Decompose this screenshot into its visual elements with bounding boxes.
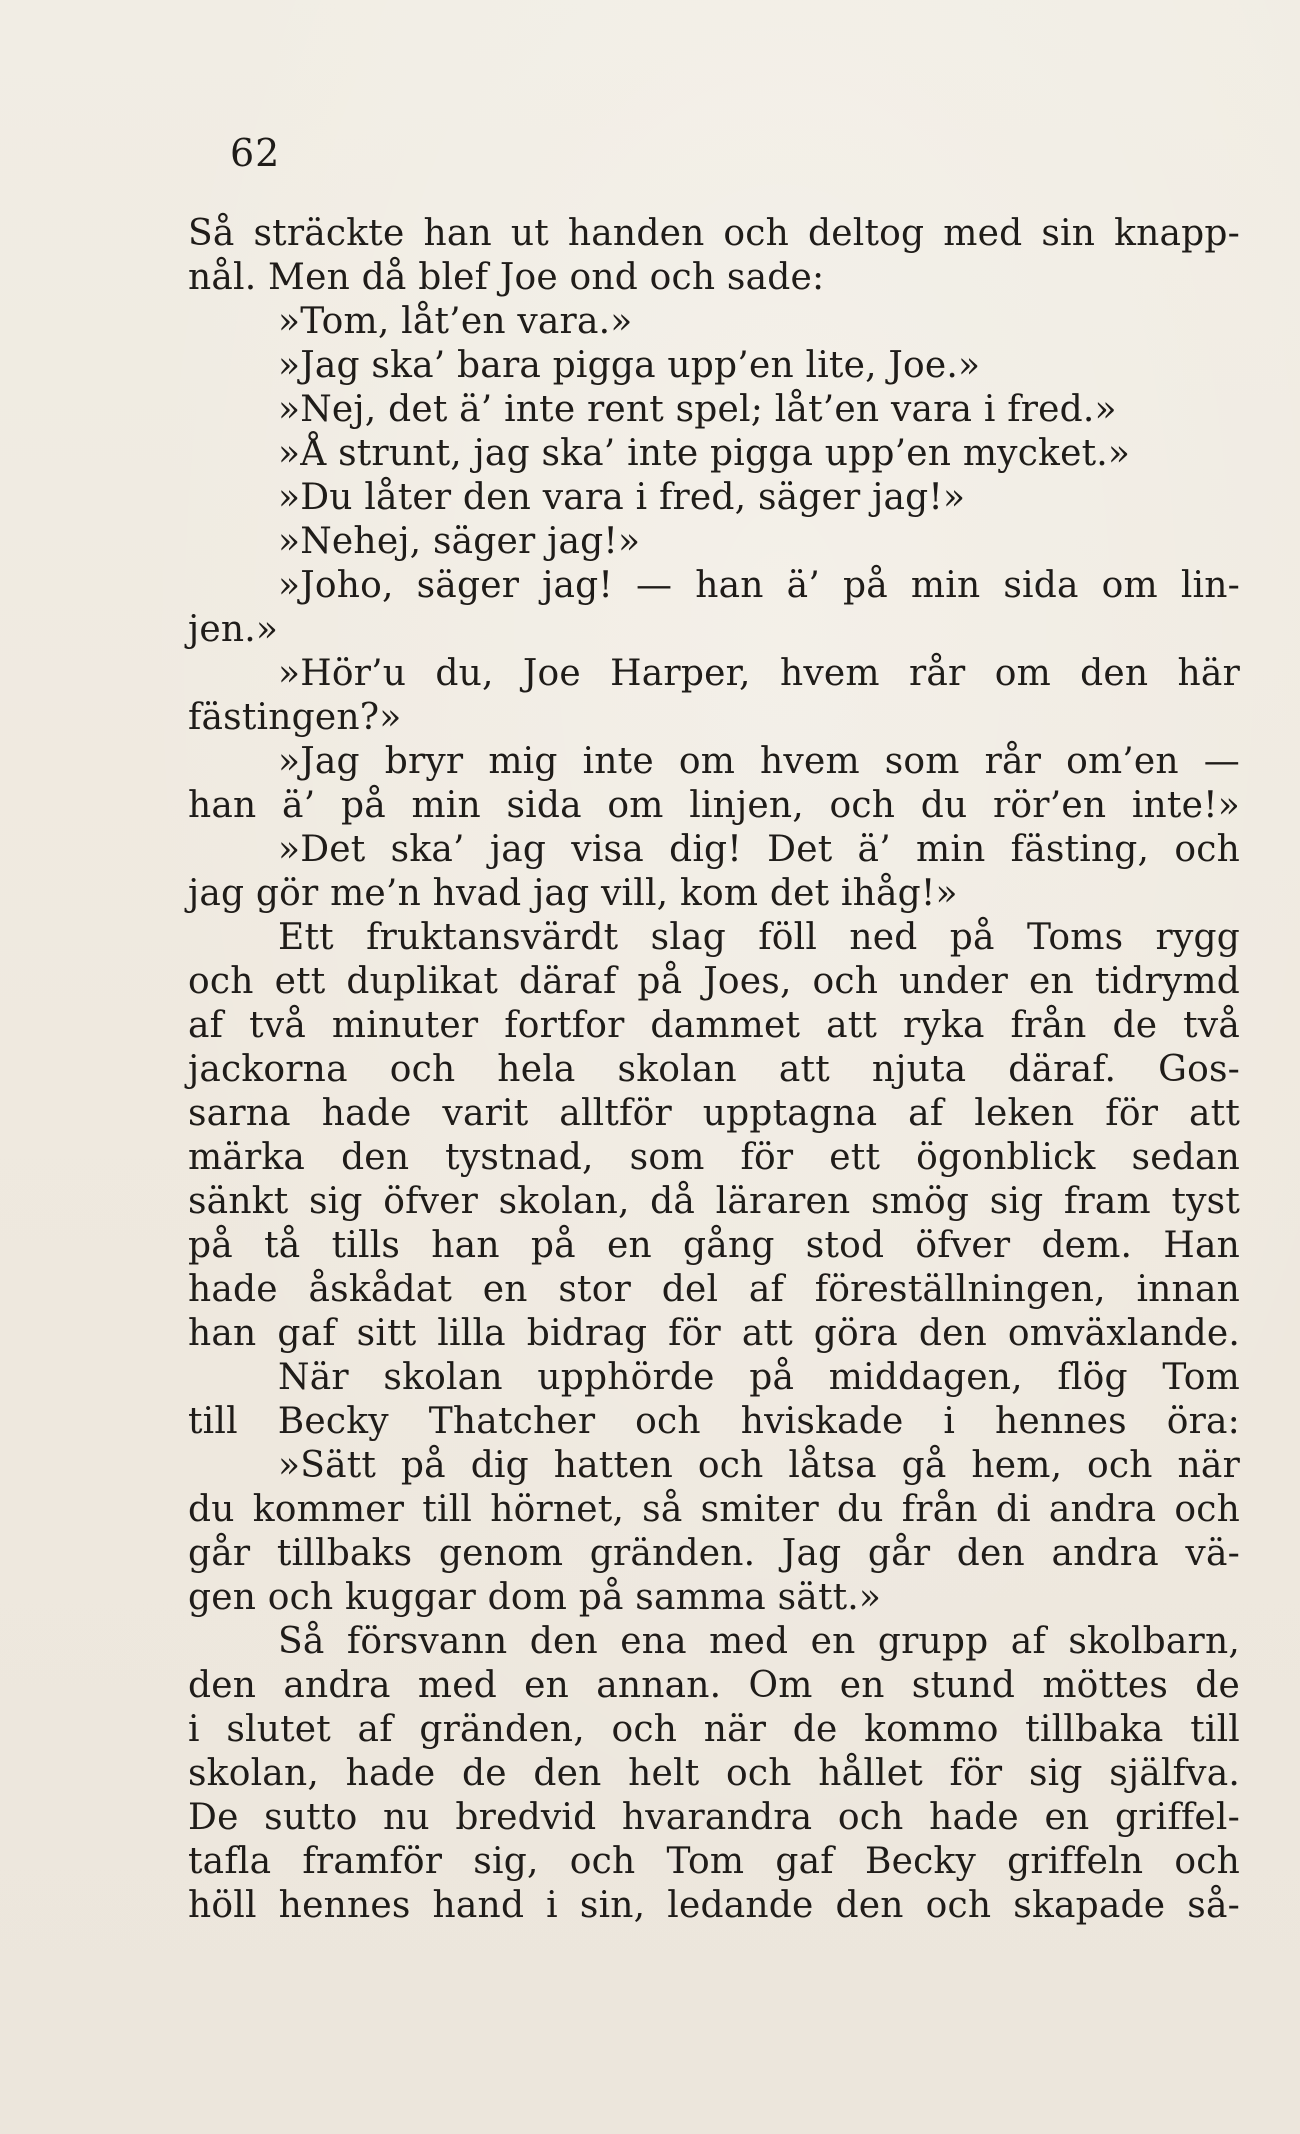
text-line: går tillbaks genom gränden. Jag går den andra vä- — [188, 1533, 1240, 1574]
text-line: till Becky Thatcher och hviskade i hennes öra: — [188, 1401, 1240, 1442]
text-line: sarna hade varit alltför upptagna af leken för att — [188, 1093, 1240, 1134]
text-line: han ä’ på min sida om linjen, och du rör’en inte!» — [188, 785, 1240, 826]
text-line: Så försvann den ena med en grupp af skolbarn, — [278, 1621, 1240, 1662]
text-line: och ett duplikat däraf på Joes, och under en tidrymd — [188, 961, 1240, 1002]
text-line: jag gör me’n hvad jag vill, kom det ihåg!» — [188, 873, 958, 914]
text-line: i slutet af gränden, och när de kommo tillbaka till — [188, 1709, 1240, 1750]
text-line: De sutto nu bredvid hvarandra och hade en griffel- — [188, 1797, 1240, 1838]
text-line: »Det ska’ jag visa dig! Det ä’ min fästing, och — [278, 829, 1240, 870]
text-line: märka den tystnad, som för ett ögonblick sedan — [188, 1137, 1240, 1178]
text-line: på tå tills han på en gång stod öfver dem. Han — [188, 1225, 1240, 1266]
page-number: 62 — [230, 131, 281, 175]
text-line: »Hör’u du, Joe Harper, hvem rår om den här — [278, 653, 1240, 694]
text-line: »Jag bryr mig inte om hvem som rår om’en — — [278, 741, 1240, 782]
text-line: nål. Men då blef Joe ond och sade: — [188, 257, 825, 298]
text-line: du kommer till hörnet, så smiter du från di andra och — [188, 1489, 1240, 1530]
text-line: han gaf sitt lilla bidrag för att göra den omväxlande. — [188, 1313, 1240, 1354]
text-line: tafla framför sig, och Tom gaf Becky griffeln och — [188, 1841, 1240, 1882]
text-line: Så sträckte han ut handen och deltog med sin knapp- — [188, 213, 1240, 254]
text-line: »Du låter den vara i fred, säger jag!» — [278, 477, 966, 518]
text-line: När skolan upphörde på middagen, flög Tom — [278, 1357, 1240, 1398]
text-line: den andra med en annan. Om en stund möttes de — [188, 1665, 1240, 1706]
text-line: »Jag ska’ bara pigga upp’en lite, Joe.» — [278, 345, 981, 386]
text-line: Ett fruktansvärdt slag föll ned på Toms rygg — [278, 917, 1240, 958]
text-line: jen.» — [188, 609, 279, 650]
text-line: höll hennes hand i sin, ledande den och skapade så- — [188, 1885, 1240, 1926]
body-text — [188, 212, 1240, 1928]
text-line: jackorna och hela skolan att njuta däraf. Gos- — [188, 1049, 1240, 1090]
text-line: »Sätt på dig hatten och låtsa gå hem, och när — [278, 1445, 1240, 1486]
text-line: skolan, hade de den helt och hållet för sig själfva. — [188, 1753, 1240, 1794]
text-line: »Nej, det ä’ inte rent spel; låt’en vara i fred.» — [278, 389, 1117, 430]
text-line: »Tom, låt’en vara.» — [278, 301, 633, 342]
text-line: gen och kuggar dom på samma sätt.» — [188, 1577, 882, 1618]
text-line: af två minuter fortfor dammet att ryka från de två — [188, 1005, 1240, 1046]
text-line: sänkt sig öfver skolan, då läraren smög sig fram tyst — [188, 1181, 1240, 1222]
text-line: »Å strunt, jag ska’ inte pigga upp’en mycket.» — [278, 433, 1131, 474]
text-line: hade åskådat en stor del af föreställningen, innan — [188, 1269, 1240, 1310]
text-line: fästingen?» — [188, 697, 402, 738]
text-line: »Joho, säger jag! — han ä’ på min sida om lin- — [278, 565, 1240, 606]
text-line: »Nehej, säger jag!» — [278, 521, 641, 562]
